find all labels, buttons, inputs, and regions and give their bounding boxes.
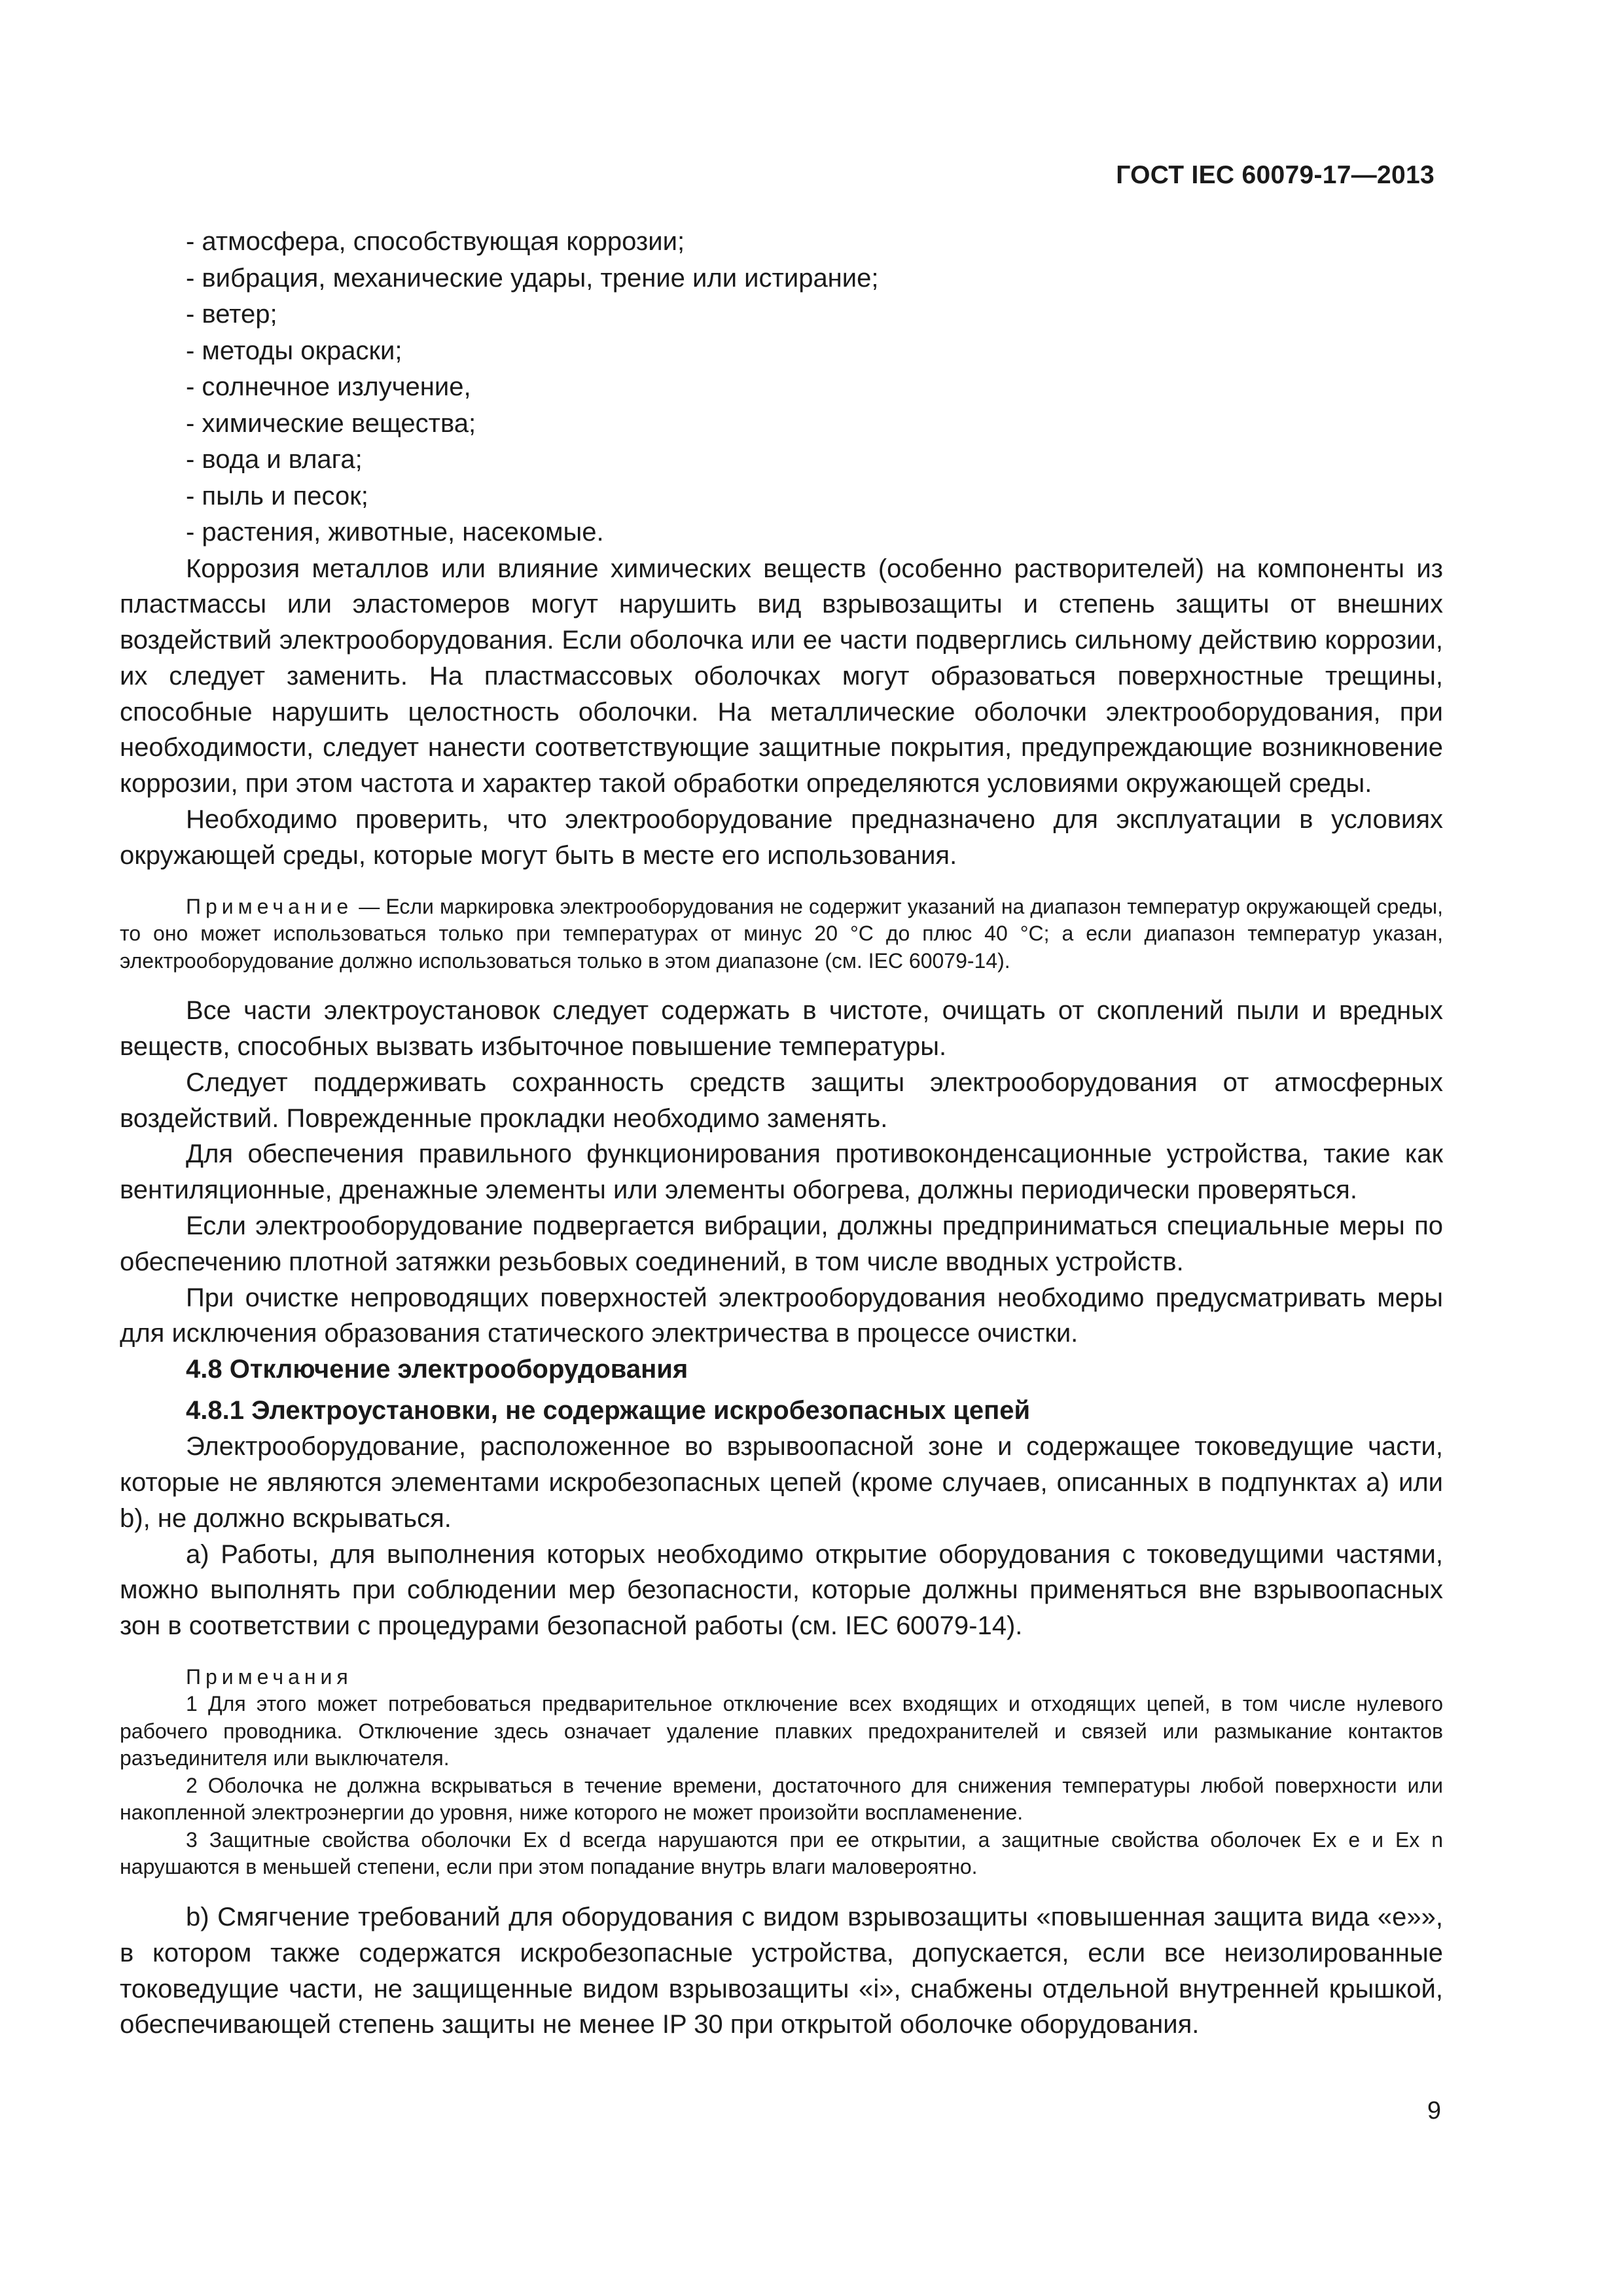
paragraph-item-a: а) Работы, для выполнения которых необходимо открытие оборудования с токоведущими частями, можно выполнять при соблюдении мер безопасности, которые должны применяться вне взрывоопасных зон в соответствии с процедурами безопасной работы (см. IEC 60079-14). — [120, 1539, 1443, 1641]
list-item: - вода и влага; — [186, 445, 363, 474]
factor-list — [120, 224, 1443, 551]
note-item: 2 Оболочка не должна вскрываться в течение времени, достаточного для снижения температуры любой поверхности или накопленной электроэнергии до уровня, ниже которого не может произойти воспламенение. — [120, 1773, 1443, 1825]
paragraph-anticondensation: Для обеспечения правильного функционирования противоконденсационные устройства, такие как вентиляционные, дренажные элементы или элементы обогрева, должны периодически проверяться. — [120, 1139, 1443, 1205]
list-item: - атмосфера, способствующая коррозии; — [186, 227, 685, 256]
list-item: - вибрация, механические удары, трение или истирание; — [186, 263, 879, 293]
paragraph-environment-check: Необходимо проверить, что электрооборудование предназначено для эксплуатации в условиях окружающей среды, которые могут быть в месте его использования. — [120, 805, 1443, 870]
list-item: - растения, животные, насекомые. — [186, 518, 604, 547]
list-item: - ветер; — [186, 300, 277, 329]
section-heading-4-8: 4.8 Отключение электрооборудования — [186, 1355, 688, 1384]
note-label: Примечание — [186, 894, 353, 918]
note-text: — Если маркировка электрооборудования не содержит указаний на диапазон температур окружающей среды, то оно может использоваться только при температурах от минус 20 °С до плюс 40 °С; а если диапазон температур указан, электрооборудование должно использоваться только в этом диапазоне (см. IEC 60079-14). — [120, 894, 1443, 973]
note-item: 1 Для этого может потребоваться предварительное отключение всех входящих и отходящих цепей, в том числе нулевого рабочего проводника. Отключение здесь означает удаление плавких предохранителей и связей или размыкание контактов разъединителя или выключателя. — [120, 1692, 1443, 1770]
list-item: - методы окраски; — [186, 336, 402, 365]
list-item: - химические вещества; — [186, 408, 476, 438]
section-heading-4-8-1: 4.8.1 Электроустановки, не содержащие искробезопасных цепей — [186, 1396, 1031, 1426]
list-item: - солнечное излучение, — [186, 372, 471, 401]
paragraph-cleanliness: Все части электроустановок следует содержать в чистоте, очищать от скоплений пыли и вредных веществ, способных вызвать избыточное повышение температуры. — [120, 996, 1443, 1061]
note-item: 3 Защитные свойства оболочки Ex d всегда нарушаются при ее открытии, а защитные свойства оболочек Ex e и Ex n нарушаются в меньшей степени, если при этом попадание внутрь влаги маловероятно. — [120, 1827, 1443, 1879]
notes-disconnection — [120, 1664, 1443, 1881]
paragraph-item-b: b) Смягчение требований для оборудования с видом взрывозащиты «повышенная защита вида «е»», в котором также содержатся искробезопасные устройства, допускается, если все неизолированные токоведущие части, не защищенные видом взрывозащиты «i», снабжены отдельной внутренней крышкой, обеспечивающей степень защиты не менее IP 30 при открытой оболочке оборудования. — [120, 1902, 1443, 2039]
page-number: 9 — [1427, 2097, 1441, 2125]
document-header: ГОСТ IEC 60079-17—2013 — [1116, 161, 1435, 189]
paragraph-static: При очистке непроводящих поверхностей электрооборудования необходимо предусматривать меры для исключения образования статического электричества в процессе очистки. — [120, 1283, 1443, 1348]
paragraph-no-opening: Электрооборудование, расположенное во взрывоопасной зоне и содержащее токоведущие части, которые не являются элементами искробезопасных цепей (кроме случаев, описанных в подпунктах а) или b), не должно вскрываться. — [120, 1432, 1443, 1533]
notes-title: Примечания — [186, 1664, 353, 1689]
paragraph-corrosion: Коррозия металлов или влияние химических веществ (особенно растворителей) на компоненты из пластмассы или эластомеров могут нарушить вид взрывозащиты и степень защиты от внешних воздействий электрооборудования. Если оболочка или ее части подверглись сильному действию коррозии, их следует заменить. На пластмассовых оболочках могут образоваться поверхностные трещины, способные нарушить целостность оболочки. На металлические оболочки электрооборудования, при необходимости, следует нанести соответствующие защитные покрытия, предупреждающие возникновение коррозии, при этом частота и характер такой обработки определяются условиями окружающей среды. — [120, 554, 1443, 798]
paragraph-protection: Следует поддерживать сохранность средств защиты электрооборудования от атмосферных воздействий. Поврежденные прокладки необходимо заменять. — [120, 1067, 1443, 1133]
page-content — [120, 224, 1443, 2043]
paragraph-vibration: Если электрооборудование подвергается вибрации, должны предприниматься специальные меры по обеспечению плотной затяжки резьбовых соединений, в том числе вводных устройств. — [120, 1211, 1443, 1276]
list-item: - пыль и песок; — [186, 481, 368, 511]
note-temperature — [120, 893, 1443, 975]
